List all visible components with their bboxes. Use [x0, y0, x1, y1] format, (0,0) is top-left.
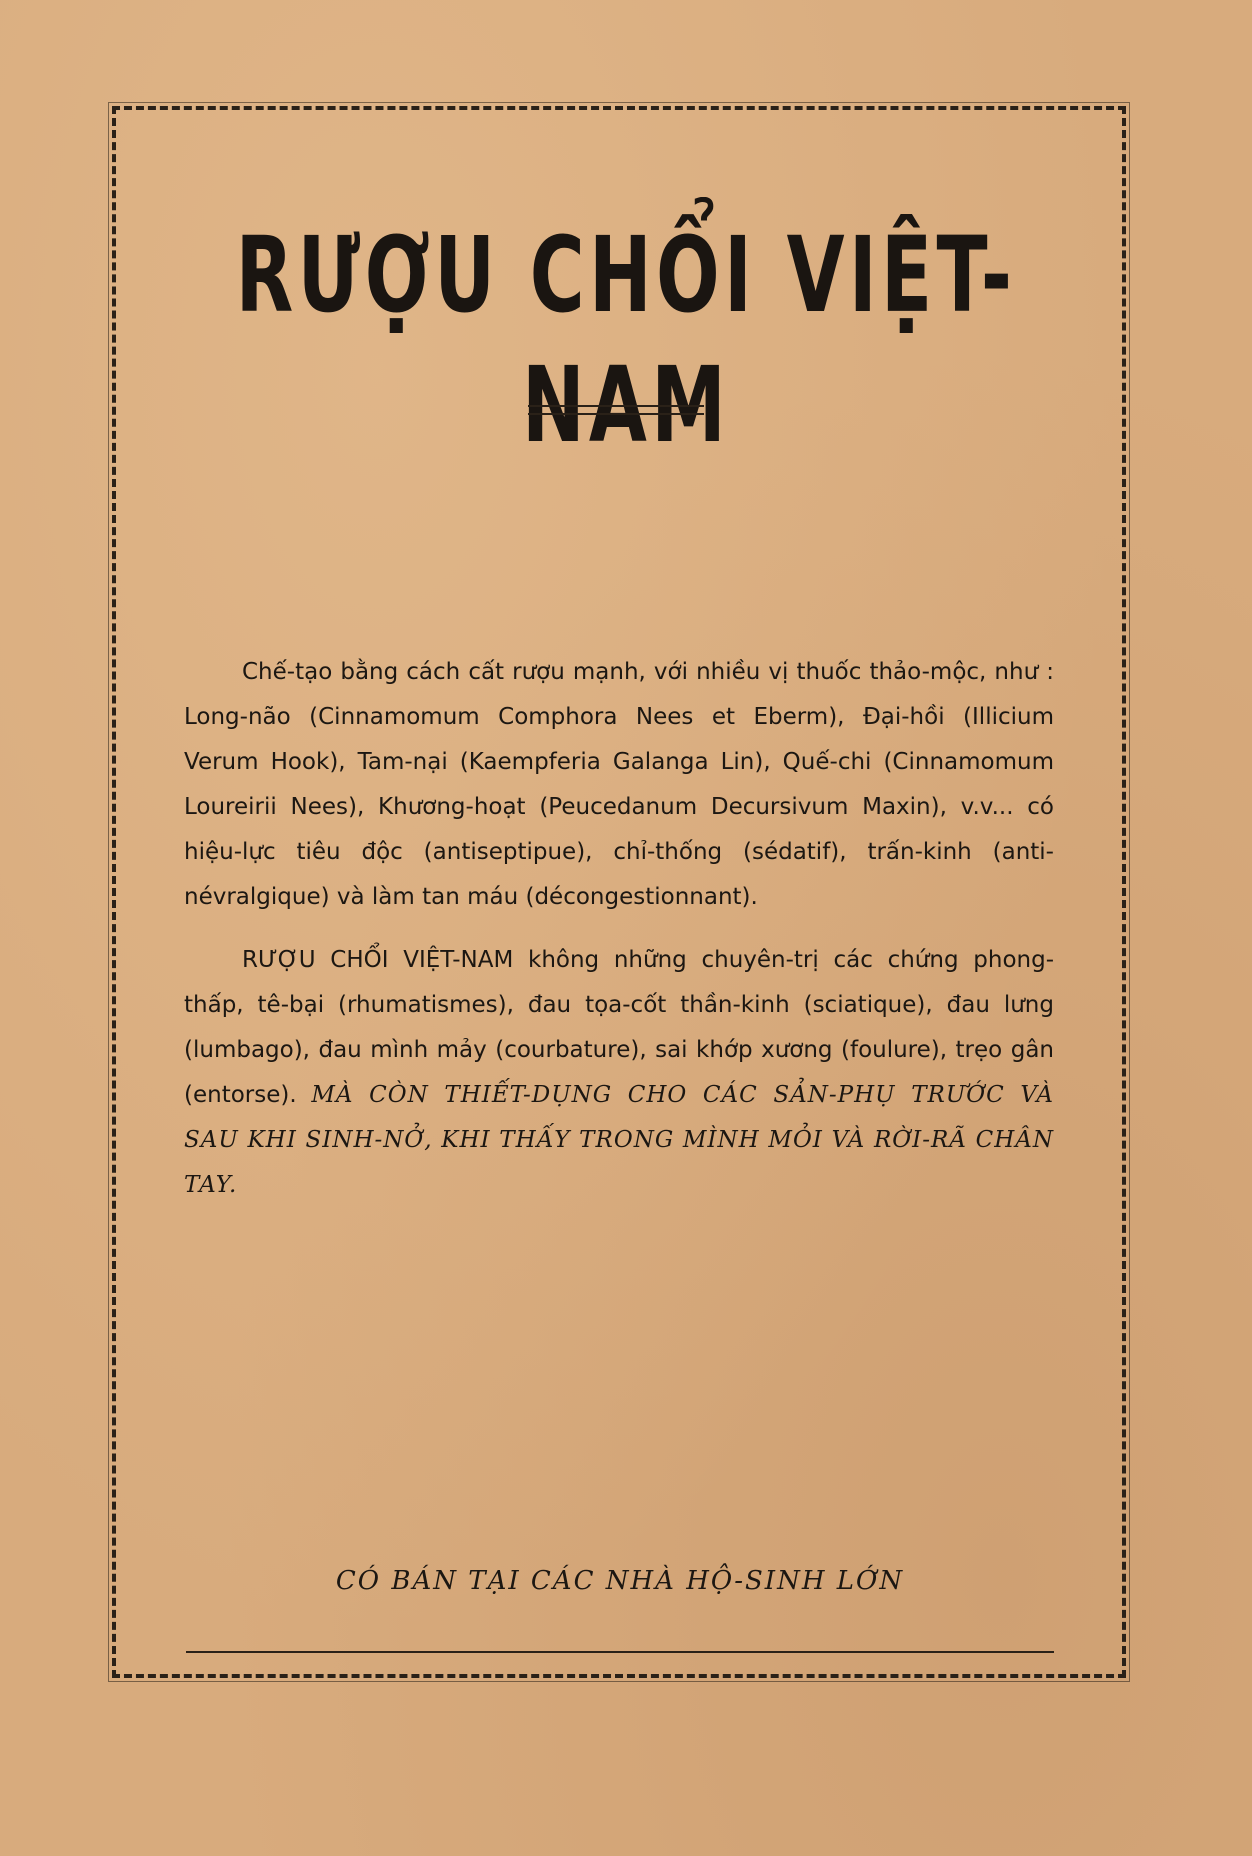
page-title: RƯỢU CHỔI VIỆT-NAM: [235, 214, 1017, 466]
paragraph-uses: [184, 938, 1054, 1208]
footer-text: CÓ BÁN TẠI CÁC NHÀ HỘ-SINH LỚN: [335, 1566, 905, 1596]
paragraph-uses-text: RƯỢU CHỔI VIỆT-NAM không những chuyên-trị các chứng phong-thấp, tê-bại (rhumatismes), đau tọa-cốt thần-kinh (sciatique), đau lưng (lumbago), đau mình mảy (courbature), sai khớp xương (foulure), trẹo gân (entorse).: [184, 947, 1054, 1108]
paragraph-ingredients: Chế-tạo bằng cách cất rượu mạnh, với nhiều vị thuốc thảo-mộc, như : Long-não (Cinnamomum Comphora Nees et Eberm), Đại-hồi (Illicium Verum Hook), Tam-nại (Kaempferia Galanga Lin), Quế-chi (Cinnamomum Loureirii Nees), Khương-hoạt (Peucedanum Decursivum Maxin), v.v... có hiệu-lực tiêu độc (antiseptipue), chỉ-thống (sédatif), trấn-kinh (anti-névralgique) và làm tan máu (décongestionnant).: [184, 659, 1054, 910]
paragraph-uses-emphasis: MÀ CÒN THIẾT-DỤNG CHO CÁC SẢN-PHỤ TRƯỚC VÀ SAU KHI SINH-NỞ, KHI THẤY TRONG MÌNH MỎI VÀ RỜI-RÃ CHÂN TAY.: [184, 1082, 1055, 1198]
body-text: [184, 650, 1054, 1208]
footer-divider: [186, 1651, 1054, 1653]
title-divider: [528, 405, 704, 415]
